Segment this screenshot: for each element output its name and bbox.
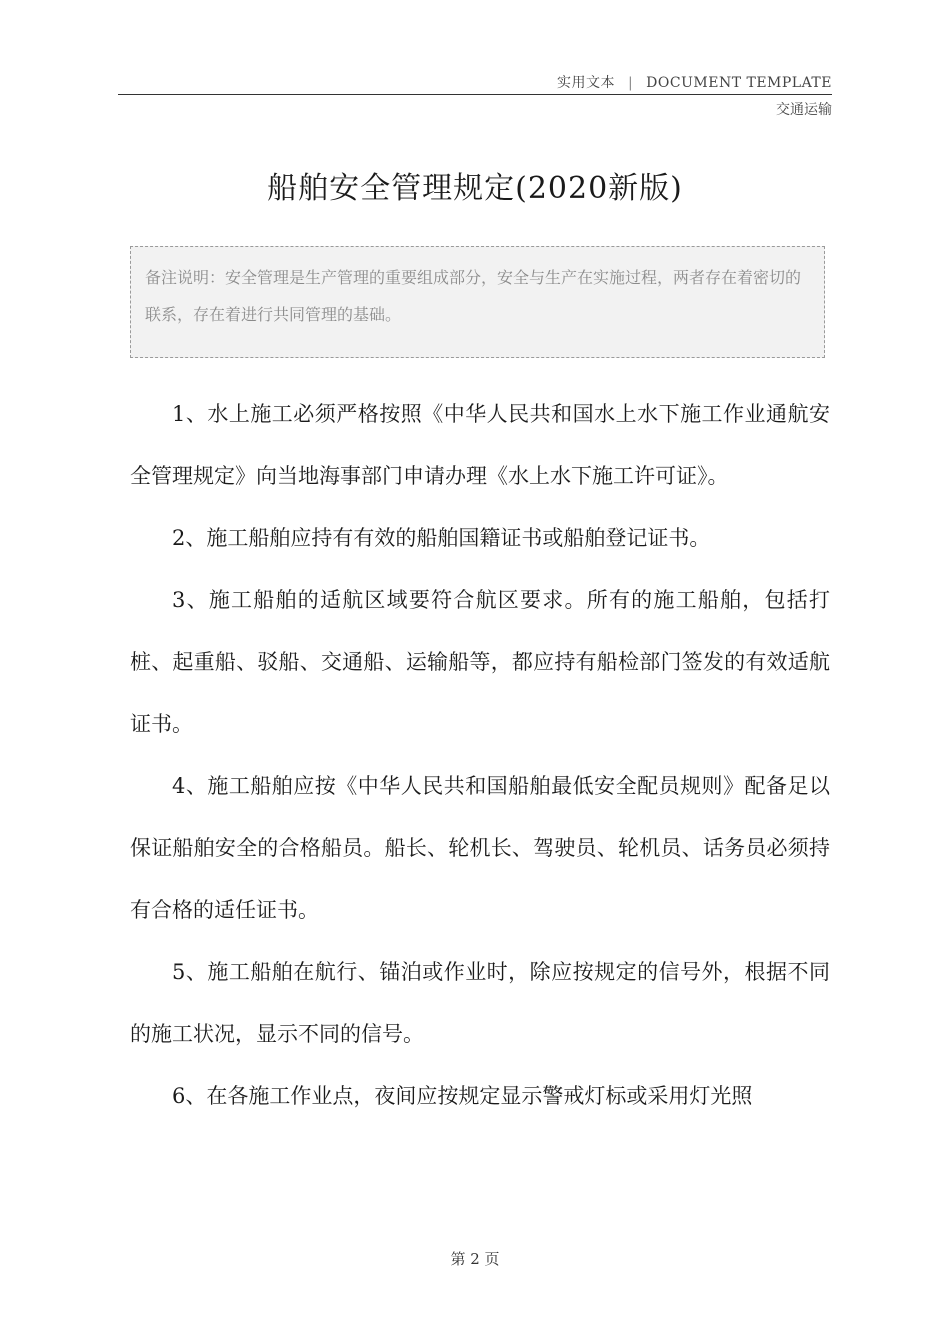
paragraph-5: 5、施工船舶在航行、锚泊或作业时，除应按规定的信号外，根据不同的施工状况，显示不同的信号。 [130,960,830,1046]
paragraph-1: 1、水上施工必须严格按照《中华人民共和国水上水下施工作业通航安全管理规定》向当地海事部门申请办理《水上水下施工许可证》。 [130,402,830,488]
paragraph-2: 2、施工船舶应持有有效的船舶国籍证书或船舶登记证书。 [172,526,711,550]
header-right-label: DOCUMENT TEMPLATE [646,75,832,91]
header-doc-label [557,72,832,92]
page-number: 第 2 页 [450,1250,500,1268]
document-body [130,383,830,1127]
note-box [130,246,825,358]
header-left-label: 实用文本 [557,75,616,91]
header-divider [118,94,832,95]
paragraph-4: 4、施工船舶应按《中华人民共和国船舶最低安全配员规则》配备足以保证船舶安全的合格船员。船长、轮机长、驾驶员、轮机员、话务员必须持有合格的适任证书。 [130,774,830,922]
paragraph-6: 6、在各施工作业点，夜间应按规定显示警戒灯标或采用灯光照 [172,1084,753,1108]
header-separator: | [628,75,634,91]
paragraph-3: 3、施工船舶的适航区域要符合航区要求。所有的施工船舶，包括打桩、起重船、驳船、交通船、运输船等，都应持有船检部门签发的有效适航证书。 [130,588,830,736]
note-text: 备注说明：安全管理是生产管理的重要组成部分，安全与生产在实施过程，两者存在着密切的联系，存在着进行共同管理的基础。 [145,268,802,324]
header-category: 交通运输 [776,102,832,118]
document-title: 船舶安全管理规定(2020新版) [267,171,683,206]
